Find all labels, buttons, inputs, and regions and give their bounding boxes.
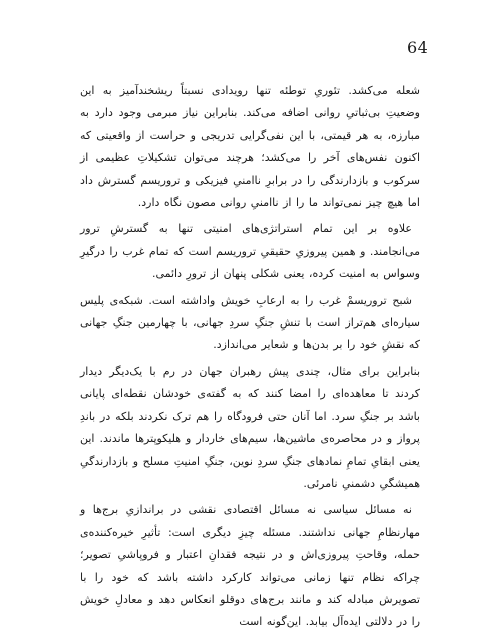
paragraph-5: نه مسائل سیاسی نه مسائل اقتصادی نقشی در براندازیِ برج‌ها و مهارنظامِ جهانی نداشتند. مسئله چیزِ دیگری است: تأثیرِ خیره‌کننده‌ی حمله، وقاحتِ پیروزی‌اش و در نتیجه فقدانِ اعتبار و فروپاشیِ تصویر؛ چراکه نظام تنها زمانی می‌تواند کارکرد داشته باشد که خود را با تصویرش مبادله کند و مانند برج‌های دوقلو انعکاس دهد و معادلِ خویش را در دلالتی ایده‌آل بیابد. این‌گونه است [80, 503, 420, 629]
body-text [80, 80, 420, 634]
paragraph-1: شعله می‌کشد. تئوریِ توطئه تنها رویدادی نسبتاً ریشخندآمیز به این وضعیتِ بی‌ثباتیِ روانی اضافه می‌کند. بنابراین نیاز مبرمی وجود دارد به مبارزه، به هر قیمتی، با این نفی‌گرایی تدریجی و حراست از واقعیتی که اکنون نفس‌های آخر را می‌کشد؛ هرچند می‌توان تشکیلاتِ عظیمی از سرکوب و بازدارندگی را در برابرِ ناامنیِ فیزیکی و تروریسم گسترش داد اما هیچ چیز نمی‌تواند ما را از ناامنیِ روانی مصون نگاه دارد. [80, 84, 420, 210]
paragraph-4: بنابراین برای مثال، چندی پیش رهبران جهان در رم با یک‌دیگر دیدار کردند تا معاهده‌ای را امضا کنند که به گفته‌ی خودشان نقطه‌ای پایانی باشد بر جنگِ سرد. اما آنان حتی فرودگاه را هم ترک نکردند بلکه در باندِ پرواز و در محاصره‌ی ماشین‌ها، سیم‌های خاردار و هلیکوپترها ماندند. این یعنی ابقایِ تمامِ نمادهای جنگِ سردِ نوین، جنگِ امنیتِ مسلح و بازدارندگیِ همیشگیِ دشمنیِ نامرئی. [80, 364, 420, 490]
paragraph-2: علاوه بر این تمام استراتژی‌های امنیتی تنها به گسترشِ ترور می‌انجامند. و همین پیروزیِ حقیقیِ تروریسم است که تمام غرب را درگیرِ وسواس به امنیت کرده، یعنی شکلی پنهان از ترورِ دائمی. [80, 222, 420, 281]
page-number: 64 [407, 38, 429, 57]
paragraph-3: شبح تروریسمْ غرب را به ارعابِ خویش واداشته است. شبکه‌ی پلیس سیاره‌ای هم‌تراز است با تنشِ جنگِ سردِ جهانی، با چهارمین جنگِ جهانی که نقشِ خود را بر بدن‌ها و شعایر می‌اندازد. [80, 293, 420, 352]
